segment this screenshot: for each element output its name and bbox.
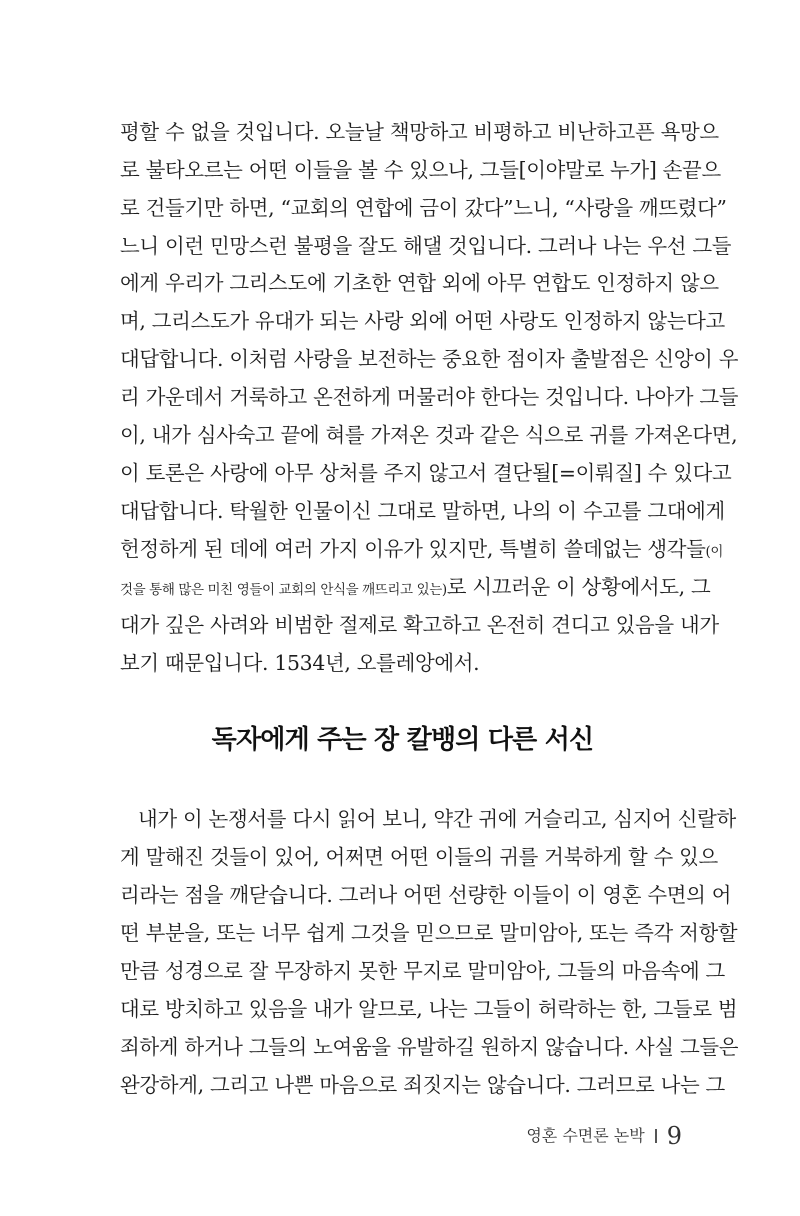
section-line: 게 말해진 것들이 있어, 어쩌면 어떤 이들의 귀를 거북하게 할 수 있으 [120, 845, 718, 869]
body-line: 대답합니다. 이처럼 사랑을 보전하는 중요한 점이자 출발점은 신앙이 우 [120, 347, 739, 371]
body-text: 헌정하게 된 데에 여러 가지 이유가 있지만, 특별히 쓸데없는 생각들 [120, 537, 706, 561]
footer-divider [655, 1129, 657, 1143]
small-note-text: 것을 통해 많은 미친 영들이 교회의 안식을 깨뜨리고 있는) [120, 582, 447, 598]
page-number: 9 [666, 1122, 682, 1150]
body-line: 이, 내가 심사숙고 끝에 혀를 가져온 것과 같은 식으로 귀를 가져온다면, [120, 423, 738, 447]
running-title: 영혼 수면론 논박 [526, 1126, 645, 1145]
body-line: 며, 그리스도가 유대가 되는 사랑 외에 어떤 사랑도 인정하지 않는다고 [120, 309, 725, 333]
body-line: 평할 수 없을 것입니다. 오늘날 책망하고 비평하고 비난하고픈 욕망으 [120, 120, 719, 144]
section-line: 대로 방치하고 있음을 내가 알므로, 나는 그들이 허락하는 한, 그들로 범 [120, 997, 738, 1021]
body-line: 로 건들기만 하면, “교회의 연합에 금이 갔다”느니, “사랑을 깨뜨렸다” [120, 196, 727, 220]
section-line-first: 내가 이 논쟁서를 다시 읽어 보니, 약간 귀에 거슬리고, 심지어 신랄하 [138, 807, 736, 831]
page-footer [526, 1116, 682, 1156]
body-line-last: 보기 때문입니다. 1534년, 오를레앙에서. [120, 651, 480, 675]
body-line-with-note [120, 529, 724, 569]
section-line: 완강하게, 그리고 나쁜 마음으로 죄짓지는 않습니다. 그러므로 나는 그 [120, 1073, 725, 1097]
section-line: 만큼 성경으로 잘 무장하지 못한 무지로 말미암아, 그들의 마음속에 그 [120, 959, 725, 983]
body-line: 로 불타오르는 어떤 이들을 볼 수 있으나, 그들[이야말로 누가] 손끝으 [120, 158, 721, 182]
section-line: 죄하게 하거나 그들의 노여움을 유발하길 원하지 않습니다. 사실 그들은 [120, 1035, 739, 1059]
body-line: 대가 깊은 사려와 비범한 절제로 확고하고 온전히 견디고 있음을 내가 [120, 613, 719, 637]
body-line: 에게 우리가 그리스도에 기초한 연합 외에 아무 연합도 인정하지 않으 [120, 271, 719, 295]
body-text: 로 시끄러운 이 상황에서도, 그 [446, 575, 711, 599]
section-heading: 독자에게 주는 장 칼뱅의 다른 서신 [211, 725, 594, 755]
body-line: 이 토론은 사랑에 아무 상처를 주지 않고서 결단될[=이뤄질] 수 있다고 [120, 461, 732, 485]
small-note-open: (이 [705, 544, 724, 560]
body-line: 느니 이런 민망스런 불평을 잘도 해댈 것입니다. 그러나 나는 우선 그들 [120, 234, 732, 258]
body-line: 리 가운데서 거룩하고 온전하게 머물러야 한다는 것입니다. 나아가 그들 [120, 385, 739, 409]
body-line: 대답합니다. 탁월한 인물이신 그대로 말하면, 나의 이 수고를 그대에게 [120, 499, 725, 523]
body-line-with-note [120, 567, 711, 607]
section-line: 떤 부분을, 또는 너무 쉽게 그것을 믿으므로 말미암아, 또는 즉각 저항할 [120, 921, 738, 945]
section-line: 리라는 점을 깨닫습니다. 그러나 어떤 선량한 이들이 이 영혼 수면의 어 [120, 883, 732, 907]
